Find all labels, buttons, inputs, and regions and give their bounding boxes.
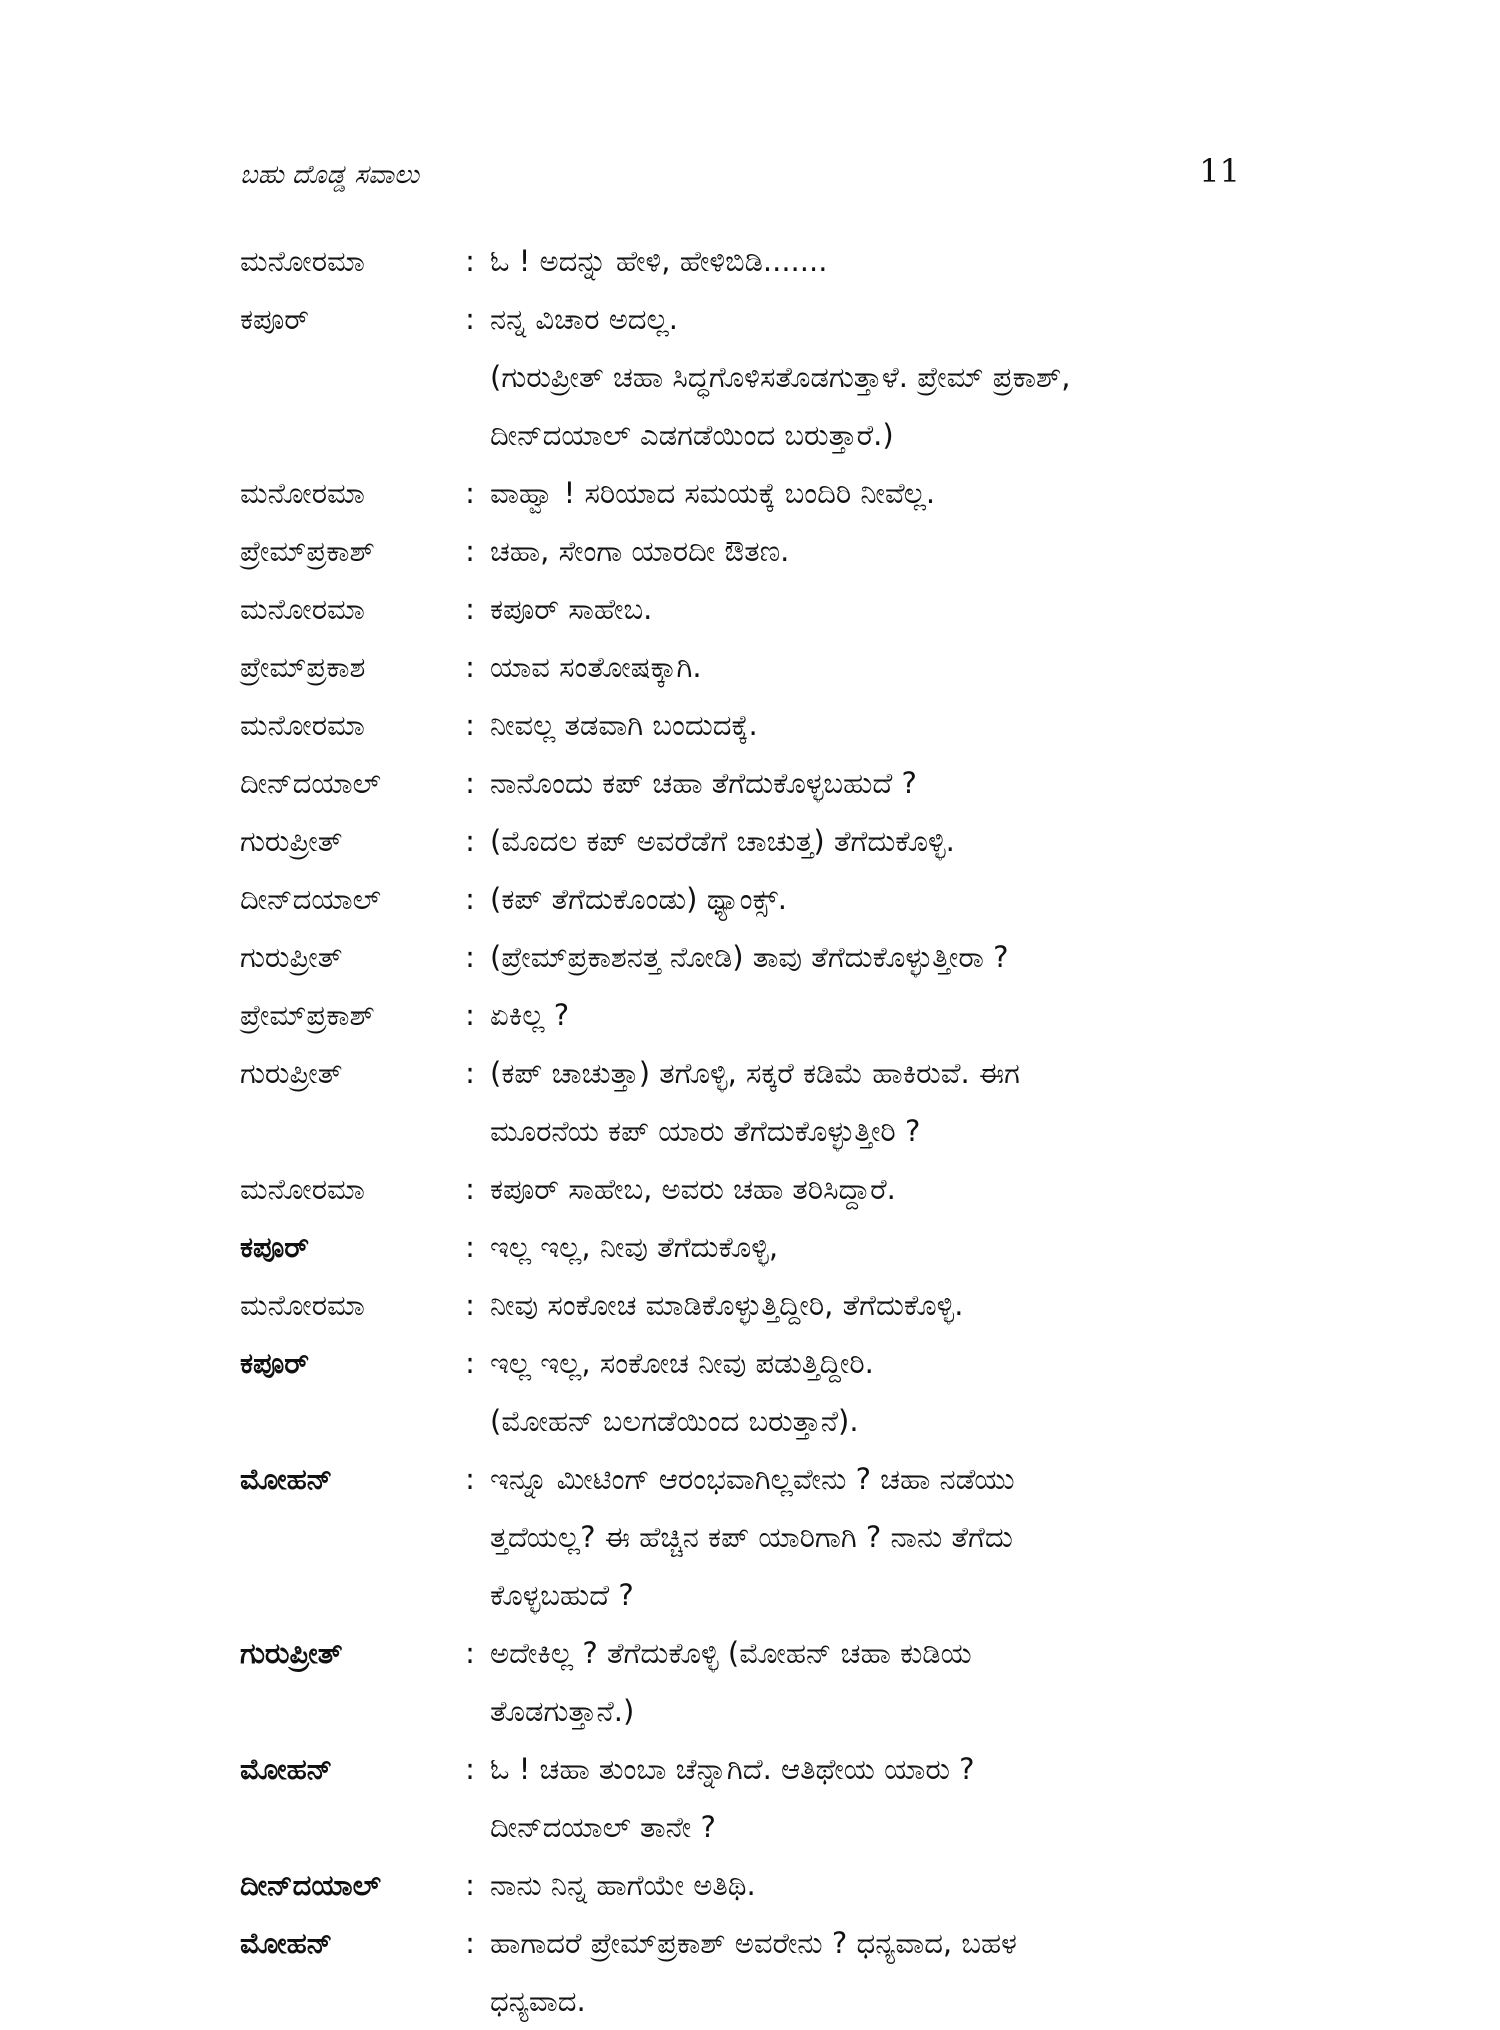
dialogue-text: ನಾನು ನಿನ್ನ ಹಾಗೆಯೇ ಅತಿಥಿ. [490, 1868, 756, 1902]
dialogue-line [240, 1740, 1250, 1798]
dialogue-line [240, 754, 1250, 812]
dialogue-line [240, 696, 1250, 754]
speaker-separator: : [465, 940, 475, 974]
dialogue-text: ನಾನೊಂದು ಕಪ್ ಚಹಾ ತೆಗೆದುಕೊಳ್ಳಬಹುದೆ ? [490, 766, 917, 800]
dialogue-line [240, 870, 1250, 928]
dialogue-text: ಧನ್ಯವಾದ. [490, 1984, 586, 2018]
speaker-separator: : [465, 534, 475, 568]
dialogue-block [240, 232, 1250, 2030]
speaker-name: ದೀನ್‌ದಯಾಲ್ [240, 1868, 381, 1902]
speaker-name: ಮನೋರಮಾ [240, 476, 365, 510]
speaker-name: ಪ್ರೇಮ್‌ಪ್ರಕಾಶ [240, 650, 366, 684]
speaker-separator: : [465, 244, 475, 278]
dialogue-text: ಇನ್ನೂ ಮೀಟಿಂಗ್ ಆರಂಭವಾಗಿಲ್ಲವೇನು ? ಚಹಾ ನಡೆಯು [490, 1462, 1015, 1496]
speaker-name: ಮೋಹನ್ [240, 1926, 333, 1960]
continuation-line [240, 1508, 1250, 1566]
speaker-name: ಮನೋರಮಾ [240, 708, 365, 742]
dialogue-text: ಹಾಗಾದರೆ ಪ್ರೇಮ್‌ಪ್ರಕಾಶ್ ಅವರೇನು ? ಧನ್ಯವಾದ, ಬಹಳ [490, 1926, 1017, 1960]
dialogue-text: ದೀನ್‌ದಯಾಲ್ ತಾನೇ ? [490, 1810, 716, 1844]
speaker-separator: : [465, 476, 475, 510]
dialogue-line [240, 1160, 1250, 1218]
dialogue-text: ಕಪೂರ್ ಸಾಹೇಬ, ಅವರು ಚಹಾ ತರಿಸಿದ್ದಾರೆ. [490, 1172, 896, 1206]
speaker-separator: : [465, 1056, 475, 1090]
speaker-separator: : [465, 824, 475, 858]
speaker-separator: : [465, 882, 475, 916]
speaker-separator: : [465, 1752, 475, 1786]
dialogue-line [240, 638, 1250, 696]
speaker-separator: : [465, 1926, 475, 1960]
dialogue-line [240, 1624, 1250, 1682]
continuation-line [240, 1798, 1250, 1856]
speaker-separator: : [465, 1636, 475, 1670]
dialogue-text: (ಕಪ್ ತೆಗೆದುಕೊಂಡು) ಥ್ಯಾಂಕ್ಸ್. [490, 882, 787, 916]
dialogue-text: ಅದೇಕಿಲ್ಲ ? ತೆಗೆದುಕೊಳ್ಳಿ (ಮೋಹನ್ ಚಹಾ ಕುಡಿಯ [490, 1636, 972, 1670]
page-header [240, 152, 1240, 204]
speaker-name: ಮನೋರಮಾ [240, 1172, 365, 1206]
dialogue-text: (ಪ್ರೇಮ್‌ಪ್ರಕಾಶನತ್ತ ನೋಡಿ) ತಾವು ತೆಗೆದುಕೊಳ್ಳುತ್ತೀರಾ ? [490, 940, 1009, 974]
dialogue-line [240, 1914, 1250, 1972]
speaker-name: ಮೋಹನ್ [240, 1462, 333, 1496]
speaker-name: ಕಪೂರ್ [240, 1230, 310, 1264]
dialogue-text: ಚಹಾ, ಸೇಂಗಾ ಯಾರದೀ ಔತಣ. [490, 534, 790, 568]
speaker-separator: : [465, 1462, 475, 1496]
continuation-line [240, 1102, 1250, 1160]
dialogue-text: ನನ್ನ ವಿಚಾರ ಅದಲ್ಲ. [490, 302, 678, 336]
dialogue-line [240, 928, 1250, 986]
dialogue-text: ತ್ತದೆಯಲ್ಲ? ಈ ಹೆಚ್ಚಿನ ಕಪ್ ಯಾರಿಗಾಗಿ ? ನಾನು ತೆಗೆದು [490, 1520, 1013, 1554]
speaker-separator: : [465, 1230, 475, 1264]
dialogue-line [240, 812, 1250, 870]
dialogue-text: ಕಪೂರ್ ಸಾಹೇಬ. [490, 592, 653, 626]
speaker-separator: : [465, 1868, 475, 1902]
dialogue-line [240, 580, 1250, 638]
continuation-line [240, 1682, 1250, 1740]
page-number: 11 [1199, 152, 1240, 190]
dialogue-text: ವಾಹ್ವಾ ! ಸರಿಯಾದ ಸಮಯಕ್ಕೆ ಬಂದಿರಿ ನೀವೆಲ್ಲ. [490, 476, 936, 510]
dialogue-text: ಓ ! ಚಹಾ ತುಂಬಾ ಚೆನ್ನಾಗಿದೆ. ಆತಿಥೇಯ ಯಾರು ? [490, 1752, 975, 1786]
speaker-name: ಮನೋರಮಾ [240, 592, 365, 626]
continuation-line [240, 1392, 1250, 1450]
speaker-separator: : [465, 998, 475, 1032]
speaker-name: ದೀನ್‌ದಯಾಲ್ [240, 882, 381, 916]
continuation-line [240, 1566, 1250, 1624]
speaker-name: ಪ್ರೇಮ್‌ಪ್ರಕಾಶ್ [240, 534, 375, 568]
dialogue-text: (ಮೊದಲ ಕಪ್ ಅವರೆಡೆಗೆ ಚಾಚುತ್ತ) ತೆಗೆದುಕೊಳ್ಳಿ. [490, 824, 955, 858]
dialogue-text: ತೊಡಗುತ್ತಾನೆ.) [490, 1694, 635, 1728]
speaker-separator: : [465, 708, 475, 742]
speaker-separator: : [465, 650, 475, 684]
continuation-line [240, 406, 1250, 464]
dialogue-text: ಮೂರನೆಯ ಕಪ್ ಯಾರು ತೆಗೆದುಕೊಳ್ಳುತ್ತೀರಿ ? [490, 1114, 921, 1148]
dialogue-text: ನೀವು ಸಂಕೋಚ ಮಾಡಿಕೊಳ್ಳುತ್ತಿದ್ದೀರಿ, ತೆಗೆದುಕೊಳ್ಳಿ. [490, 1288, 964, 1322]
speaker-name: ಮನೋರಮಾ [240, 1288, 365, 1322]
speaker-separator: : [465, 302, 475, 336]
speaker-name: ಕಪೂರ್ [240, 1346, 310, 1380]
dialogue-line [240, 1334, 1250, 1392]
dialogue-line [240, 1044, 1250, 1102]
dialogue-text: ಇಲ್ಲ ಇಲ್ಲ, ನೀವು ತೆಗೆದುಕೊಳ್ಳಿ, [490, 1230, 779, 1264]
dialogue-text: ಕೊಳ್ಳಬಹುದೆ ? [490, 1578, 634, 1612]
running-head: ಬಹು ದೊಡ್ಡ ಸವಾಲು [240, 160, 420, 190]
dialogue-line [240, 1450, 1250, 1508]
dialogue-line [240, 290, 1250, 348]
speaker-name: ಗುರುಪ್ರೀತ್ [240, 1636, 343, 1670]
dialogue-text: ನೀವಲ್ಲ ತಡವಾಗಿ ಬಂದುದಕ್ಕೆ. [490, 708, 758, 742]
dialogue-text: ಯಾವ ಸಂತೋಷಕ್ಕಾಗಿ. [490, 650, 702, 684]
dialogue-text: ದೀನ್‌ದಯಾಲ್ ಎಡಗಡೆಯಿಂದ ಬರುತ್ತಾರೆ.) [490, 418, 894, 452]
speaker-name: ಗುರುಪ್ರೀತ್ [240, 824, 343, 858]
speaker-name: ಮನೋರಮಾ [240, 244, 365, 278]
speaker-name: ಗುರುಪ್ರೀತ್ [240, 1056, 343, 1090]
speaker-separator: : [465, 766, 475, 800]
dialogue-line [240, 232, 1250, 290]
dialogue-line [240, 522, 1250, 580]
dialogue-line [240, 1276, 1250, 1334]
dialogue-text: ಏಕಿಲ್ಲ ? [490, 998, 570, 1032]
speaker-name: ಮೋಹನ್ [240, 1752, 333, 1786]
dialogue-line [240, 464, 1250, 522]
dialogue-text: (ಮೋಹನ್ ಬಲಗಡೆಯಿಂದ ಬರುತ್ತಾನೆ). [490, 1404, 859, 1438]
dialogue-line [240, 986, 1250, 1044]
speaker-name: ಗುರುಪ್ರೀತ್ [240, 940, 343, 974]
speaker-separator: : [465, 1172, 475, 1206]
speaker-separator: : [465, 1288, 475, 1322]
dialogue-line [240, 1218, 1250, 1276]
dialogue-text: (ಕಪ್ ಚಾಚುತ್ತಾ) ತಗೊಳ್ಳಿ, ಸಕ್ಕರೆ ಕಡಿಮೆ ಹಾಕಿರುವೆ. ಈಗ [490, 1056, 1020, 1090]
speaker-name: ದೀನ್‌ದಯಾಲ್ [240, 766, 381, 800]
speaker-name: ಪ್ರೇಮ್‌ಪ್ರಕಾಶ್ [240, 998, 375, 1032]
dialogue-text: ಇಲ್ಲ ಇಲ್ಲ, ಸಂಕೋಚ ನೀವು ಪಡುತ್ತಿದ್ದೀರಿ. [490, 1346, 874, 1380]
speaker-separator: : [465, 592, 475, 626]
continuation-line [240, 1972, 1250, 2030]
dialogue-line [240, 1856, 1250, 1914]
dialogue-text: (ಗುರುಪ್ರೀತ್ ಚಹಾ ಸಿದ್ಧಗೊಳಿಸತೊಡಗುತ್ತಾಳೆ. ಪ್ರೇಮ್ ಪ್ರಕಾಶ್, [490, 360, 1071, 394]
continuation-line [240, 348, 1250, 406]
speaker-name: ಕಪೂರ್ [240, 302, 310, 336]
dialogue-text: ಓ ! ಅದನ್ನು ಹೇಳಿ, ಹೇಳಿಬಿಡಿ....... [490, 244, 828, 278]
speaker-separator: : [465, 1346, 475, 1380]
